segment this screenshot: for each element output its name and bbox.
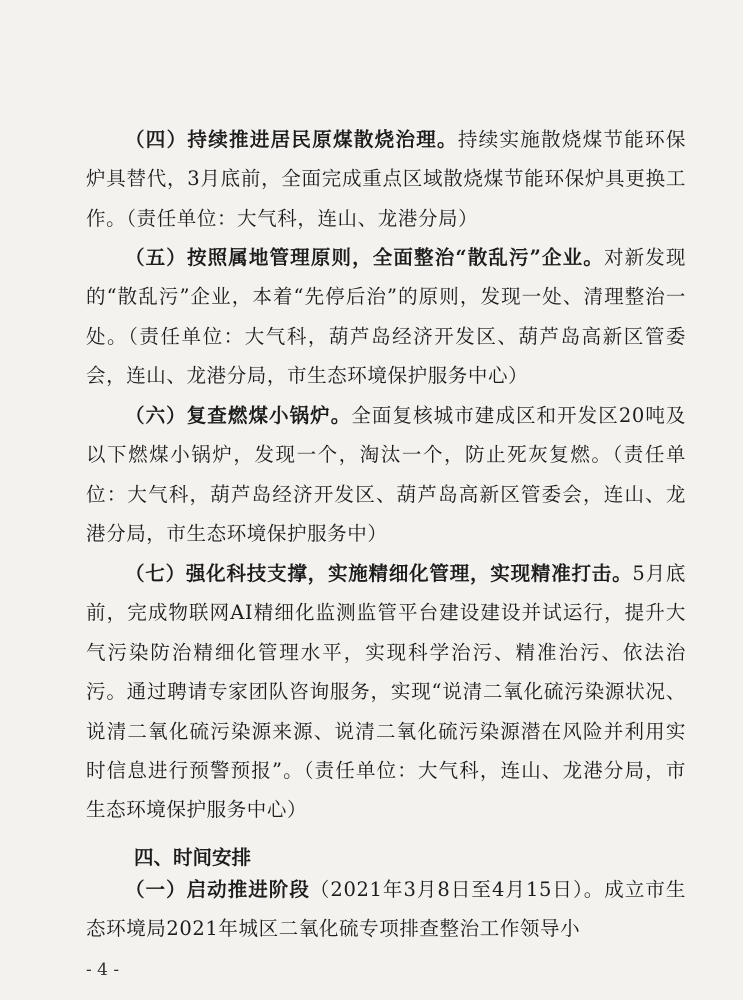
phase-1-body: （2021年3月8日至4月15日）。成立市生态环境局2021年城区二氧化硫专项排查整治工作领导小	[86, 878, 687, 941]
paragraph-4-body: 持续实施散烧煤节能环保炉具替代，3月底前，全面完成重点区域散烧煤节能环保炉具更换工作。（责任单位：大气科，连山、龙港分局）	[86, 128, 686, 230]
paragraph-5	[86, 238, 686, 396]
paragraph-5-body: 对新发现的“散乱污”企业，本着“先停后治”的原则，发现一处、清理整治一处。（责任单位：大气科，葫芦岛经济开发区、葫芦岛高新区管委会，连山、龙港分局，市生态环境保护服务中心）	[86, 246, 686, 388]
paragraph-phase-1	[86, 870, 686, 949]
paragraph-6	[86, 396, 686, 554]
page-number: - 4 -	[86, 960, 120, 980]
paragraph-7-body: 5月底前，完成物联网AI精细化监测监管平台建设建设并试运行，提升大气污染防治精细化管理水平，实现科学治污、精准治污、依法治污。通过聘请专家团队咨询服务，实现“说清二氧化硫污染源状况、说清二氧化硫污染源来源、说清二氧化硫污染源潜在风险并利用实时信息进行预警预报”。（责任单位：大气科，连山、龙港分局，市生态环境保护服务中心）	[86, 562, 686, 822]
paragraph-4	[86, 120, 686, 238]
section-heading-schedule: 四、时间安排	[134, 846, 252, 869]
phase-1-heading: （一）启动推进阶段	[125, 878, 310, 901]
paragraph-6-heading: （六）复查燃煤小锅炉。	[125, 404, 352, 427]
paragraph-6-body: 全面复核城市建成区和开发区20吨及以下燃煤小锅炉，发现一个，淘汰一个，防止死灰复燃。（责任单位：大气科，葫芦岛经济开发区、葫芦岛高新区管委会，连山、龙港分局，市生态环境保护服务中）	[86, 404, 686, 546]
paragraph-7-heading: （七）强化科技支撑，实施精细化管理，实现精准打击。	[125, 562, 633, 585]
paragraph-7	[86, 554, 686, 830]
paragraph-5-heading: （五）按照属地管理原则，全面整治“散乱污”企业。	[125, 246, 604, 269]
paragraph-4-heading: （四）持续推进居民原煤散烧治理。	[125, 128, 458, 151]
